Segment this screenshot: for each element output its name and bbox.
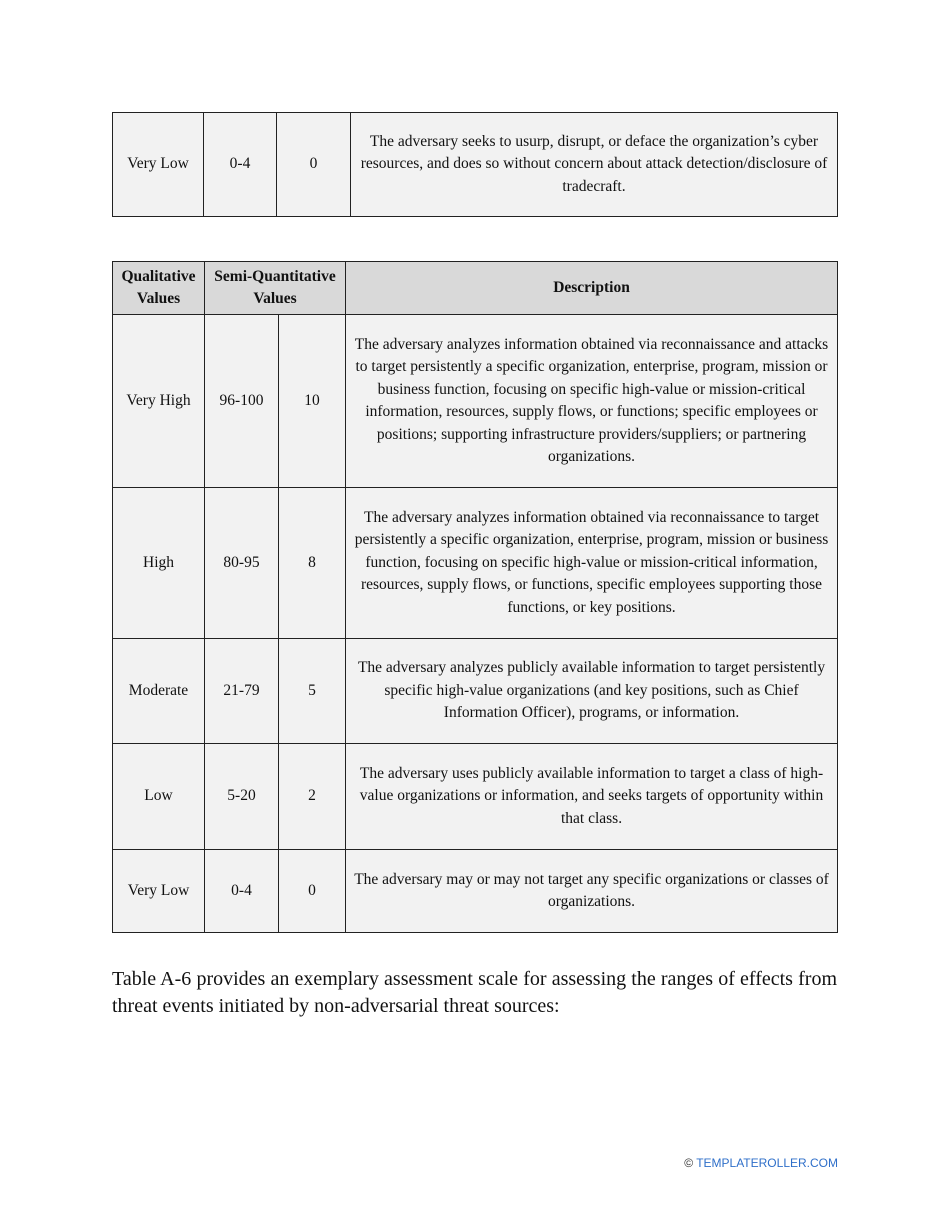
- range-cell: 0-4: [205, 850, 279, 933]
- description-cell: The adversary seeks to usurp, disrupt, or deface the organization’s cyber resources, and does so without concern about attack detection/disclosure of tradecraft.: [351, 113, 838, 217]
- header-description: Description: [346, 262, 838, 315]
- description-cell: The adversary analyzes information obtained via reconnaissance and attacks to target persistently a specific organization, enterprise, program, mission or business function, focusing on specific high-value or mission-critical information, resources, supply flows, or functions; specific employees or positions; supporting infrastructure providers/suppliers; or partnering organizations.: [346, 315, 838, 488]
- header-semi-quantitative-values: Semi-Quantitative Values: [205, 262, 346, 315]
- table-row: [113, 850, 838, 933]
- range-cell: 5-20: [205, 744, 279, 850]
- range-cell: 21-79: [205, 639, 279, 744]
- table-row: [113, 113, 838, 217]
- qualitative-value-cell: Moderate: [113, 639, 205, 744]
- range-cell: 96-100: [205, 315, 279, 488]
- body-paragraph: Table A-6 provides an exemplary assessment scale for assessing the ranges of effects from threat events initiated by non-adversarial threat sources:: [112, 968, 837, 1017]
- score-cell: 2: [279, 744, 346, 850]
- range-cell: 80-95: [205, 488, 279, 639]
- score-cell: 10: [279, 315, 346, 488]
- table-row: [113, 315, 838, 488]
- copyright-symbol: ©: [684, 1156, 694, 1170]
- score-cell: 8: [279, 488, 346, 639]
- score-cell: 0: [279, 850, 346, 933]
- table-row: [113, 744, 838, 850]
- footer-credit: [684, 1156, 838, 1170]
- score-cell: 0: [277, 113, 351, 217]
- description-cell: The adversary uses publicly available information to target a class of high-value organizations or information, and seeks targets of opportunity within that class.: [346, 744, 838, 850]
- header-qualitative-values: Qualitative Values: [113, 262, 205, 315]
- qualitative-value-cell: Very Low: [113, 113, 204, 217]
- table-header-row: [113, 262, 838, 315]
- templateroller-link[interactable]: TEMPLATEROLLER.COM: [696, 1156, 838, 1170]
- adversary-targeting-table: [112, 261, 838, 933]
- qualitative-value-cell: Very High: [113, 315, 205, 488]
- description-cell: The adversary analyzes publicly available information to target persistently specific high-value organizations (and key positions, such as Chief Information Officer), programs, or information.: [346, 639, 838, 744]
- range-cell: 0-4: [204, 113, 277, 217]
- table-row: [113, 488, 838, 639]
- description-cell: The adversary analyzes information obtained via reconnaissance to target persistently a specific organization, enterprise, program, mission or business function, focusing on specific high-value or mission-critical information, resources, supply flows, or functions, specific employees supporting those functions, or key positions.: [346, 488, 838, 639]
- table-row: [113, 639, 838, 744]
- qualitative-value-cell: High: [113, 488, 205, 639]
- description-cell: The adversary may or may not target any specific organizations or classes of organizations.: [346, 850, 838, 933]
- qualitative-value-cell: Low: [113, 744, 205, 850]
- score-cell: 5: [279, 639, 346, 744]
- continued-table: [112, 112, 838, 217]
- qualitative-value-cell: Very Low: [113, 850, 205, 933]
